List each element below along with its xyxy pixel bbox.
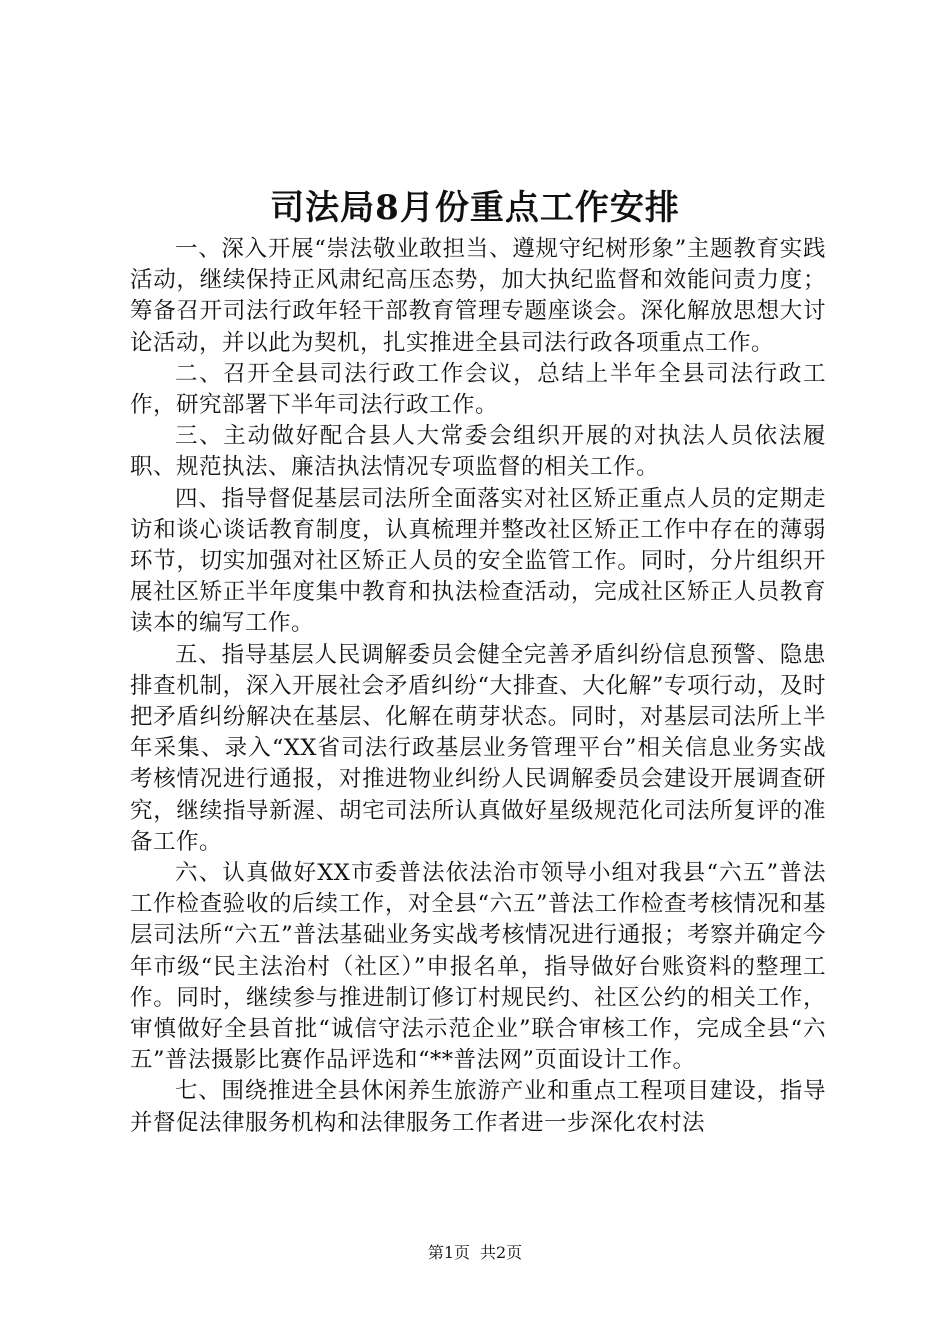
page-title: 司法局8月份重点工作安排 xyxy=(270,188,680,228)
paragraph-2: 二、召开全县司法行政工作会议，总结上半年全县司法行政工作，研究部署下半年司法行政工作。 xyxy=(130,360,826,419)
paragraph-7: 七、围绕推进全县休闲养生旅游产业和重点工程项目建设，指导并督促法律服务机构和法律服务工作者进一步深化农村法 xyxy=(130,1078,826,1136)
paragraph-6: 六、认真做好XX市委普法依法治市领导小组对我县“六五”普法工作检查验收的后续工作，对全县“六五”普法工作检查考核情况和基层司法所“六五”普法基础业务实战考核情况进行通报；考察并确定今年市级“民主法治村（社区）”申报名单，指导做好台账资料的整理工作。同时，继续参与推进制订修订村规民约、社区公约的相关工作，审慎做好全县首批“诚信守法示范企业”联合审核工作，完成全县“六五”普法摄影比赛作品评选和“**普法网”页面设计工作。 xyxy=(130,860,826,1074)
page-total: 共2页 xyxy=(480,1243,523,1262)
paragraph-5: 五、指导基层人民调解委员会健全完善矛盾纠纷信息预警、隐患排查机制，深入开展社会矛盾纠纷“大排查、大化解”专项行动，及时把矛盾纠纷解决在基层、化解在萌芽状态。同时，对基层司法所上半年采集、录入“XX省司法行政基层业务管理平台”相关信息业务实战考核情况进行通报，对推进物业纠纷人民调解委员会建设开展调查研究，继续指导新渥、胡宅司法所认真做好星级规范化司法所复评的准备工作。 xyxy=(130,641,826,855)
page-number: 第1页 xyxy=(427,1243,470,1262)
paragraph-1: 一、深入开展“崇法敬业敢担当、遵规守纪树形象”主题教育实践活动，继续保持正风肃纪高压态势，加大执纪监督和效能问责力度；筹备召开司法行政年轻干部教育管理专题座谈会。深化解放思想大讨论活动，并以此为契机，扎实推进全县司法行政各项重点工作。 xyxy=(130,236,826,356)
paragraph-3: 三、主动做好配合县人大常委会组织开展的对执法人员依法履职、规范执法、廉洁执法情况专项监督的相关工作。 xyxy=(130,423,826,481)
page-footer xyxy=(0,1243,950,1263)
document-body xyxy=(130,234,826,1139)
paragraph-4: 四、指导督促基层司法所全面落实对社区矫正重点人员的定期走访和谈心谈话教育制度，认真梳理并整改社区矫正工作中存在的薄弱环节，切实加强对社区矫正人员的安全监管工作。同时，分片组织开展社区矫正半年度集中教育和执法检查活动，完成社区矫正人员教育读本的编写工作。 xyxy=(130,485,826,637)
